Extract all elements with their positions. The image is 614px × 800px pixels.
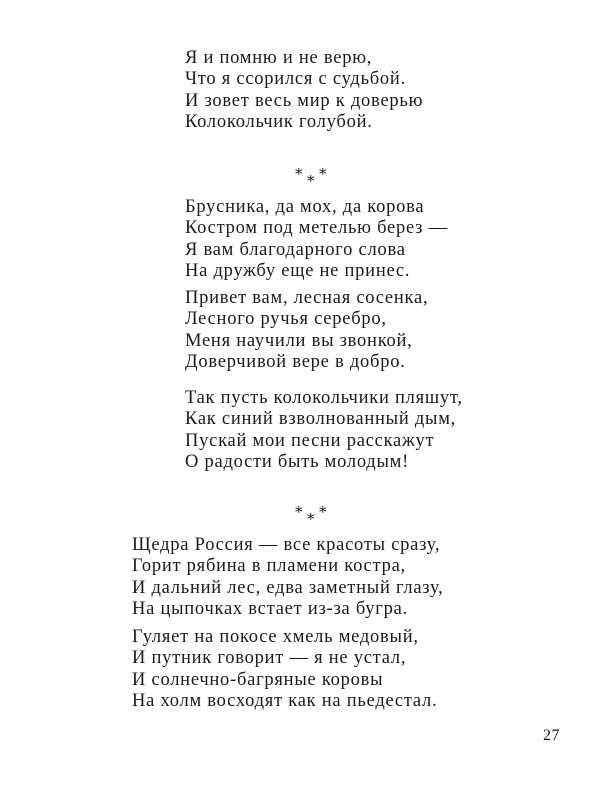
poem-2-stanza-1: [185, 197, 448, 282]
poem-line: Привет вам, лесная сосенка,: [185, 288, 429, 308]
poem-line: Что я ссорился с судьбой.: [185, 69, 406, 90]
page-number: 27: [543, 727, 560, 744]
poem-line: Доверчивой вере в добро.: [185, 351, 406, 372]
poem-line: Костром под метелью берез —: [185, 218, 448, 239]
poem-line: Щедра Россия — все красоты сразу,: [132, 535, 441, 555]
poem-line: Лесного ручья серебро,: [185, 309, 387, 330]
poem-3-stanza-1: [132, 535, 444, 620]
poem-line: И солнечно-багряные коровы: [132, 669, 384, 690]
poem-line: И зовет весь мир к доверью: [185, 90, 424, 111]
section-separator: * * *: [295, 503, 327, 528]
poem-line: И дальний лес, едва заметный глазу,: [132, 577, 444, 598]
poem-3-stanza-2: [132, 627, 437, 712]
poem-line: Пускай мои песни расскажут: [185, 430, 435, 451]
poem-1-stanza-1: [185, 48, 423, 133]
poem-line: Меня научили вы звонкой,: [185, 330, 413, 351]
poem-line: Как синий взволнованный дым,: [185, 409, 457, 430]
section-separator: * * *: [295, 165, 327, 190]
poem-line: Я и помню и не верю,: [185, 48, 373, 68]
poem-2-stanza-2: [185, 288, 428, 373]
poem-line: Я вам благодарного слова: [185, 239, 406, 260]
poem-line: Горит рябина в пламени костра,: [132, 556, 406, 577]
poem-line: На дружбу еще не принес.: [185, 260, 411, 281]
poem-line: На цыпочках встает из-за бугра.: [132, 598, 408, 619]
poem-line: Так пусть колокольчики пляшут,: [185, 388, 463, 408]
poem-line: Брусника, да мох, да корова: [185, 197, 425, 217]
poem-line: О радости быть молодым!: [185, 451, 410, 472]
poem-line: И путник говорит — я не устал,: [132, 648, 407, 669]
poem-line: Колокольчик голубой.: [185, 111, 373, 132]
poem-line: Гуляет на покосе хмель медовый,: [132, 627, 419, 647]
poem-line: На холм восходят как на пьедестал.: [132, 690, 438, 711]
poem-2-stanza-3: [185, 388, 463, 473]
